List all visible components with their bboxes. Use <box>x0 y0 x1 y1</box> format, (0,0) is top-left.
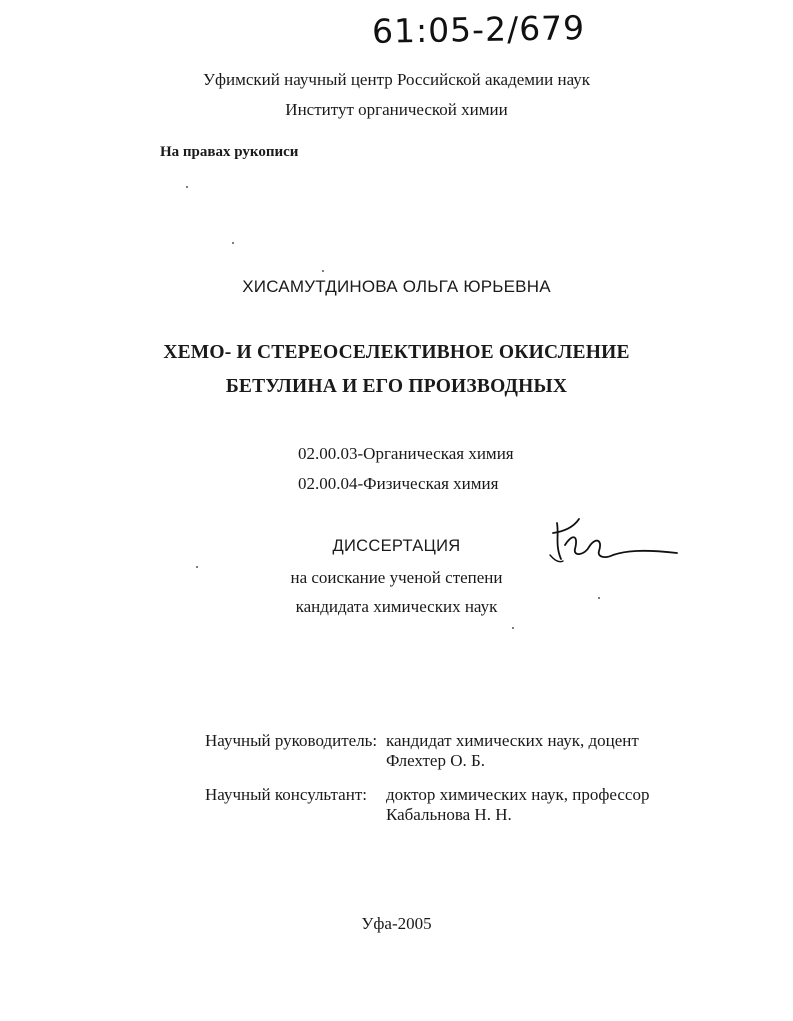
specialty-2: 02.00.04-Физическая химия <box>298 474 499 493</box>
dissertation-label: ДИССЕРТАЦИЯ <box>332 537 461 555</box>
dissertation-degree-line-1: на соискание ученой степени <box>290 568 503 587</box>
specialty-1: 02.00.03-Органическая химия <box>298 444 514 463</box>
dissertation-degree-line-2: кандидата химических наук <box>295 597 498 616</box>
manuscript-note: На правах рукописи <box>160 144 299 160</box>
scan-speck <box>322 270 324 272</box>
title-line-2: БЕТУЛИНА И ЕГО ПРОИЗВОДНЫХ <box>225 376 568 397</box>
author-name: ХИСАМУТДИНОВА ОЛЬГА ЮРЬЕВНА <box>242 277 551 296</box>
title-line-1: ХЕМО- И СТЕРЕОСЕЛЕКТИВНОЕ ОКИСЛЕНИЕ <box>163 342 630 363</box>
scan-speck <box>196 566 198 568</box>
supervisor-degree: кандидат химических наук, доцент <box>386 731 639 750</box>
archive-code-handwritten: 61:05-2/679 <box>371 8 586 51</box>
consultant-degree: доктор химических наук, профессор <box>386 785 650 804</box>
organization-line-1: Уфимский научный центр Российской академии наук <box>202 70 591 89</box>
scan-speck <box>186 186 188 188</box>
city-year: Уфа-2005 <box>361 914 432 933</box>
organization-line-2: Институт органической химии <box>285 100 508 119</box>
consultant-role: Научный консультант: <box>205 785 367 804</box>
signature-icon <box>545 515 685 575</box>
consultant-name: Кабальнова Н. Н. <box>386 805 512 824</box>
supervisor-name: Флехтер О. Б. <box>386 751 485 770</box>
scan-speck <box>598 597 600 599</box>
scan-speck <box>512 627 514 629</box>
supervisor-role: Научный руководитель: <box>205 731 378 750</box>
scan-speck <box>232 242 234 244</box>
